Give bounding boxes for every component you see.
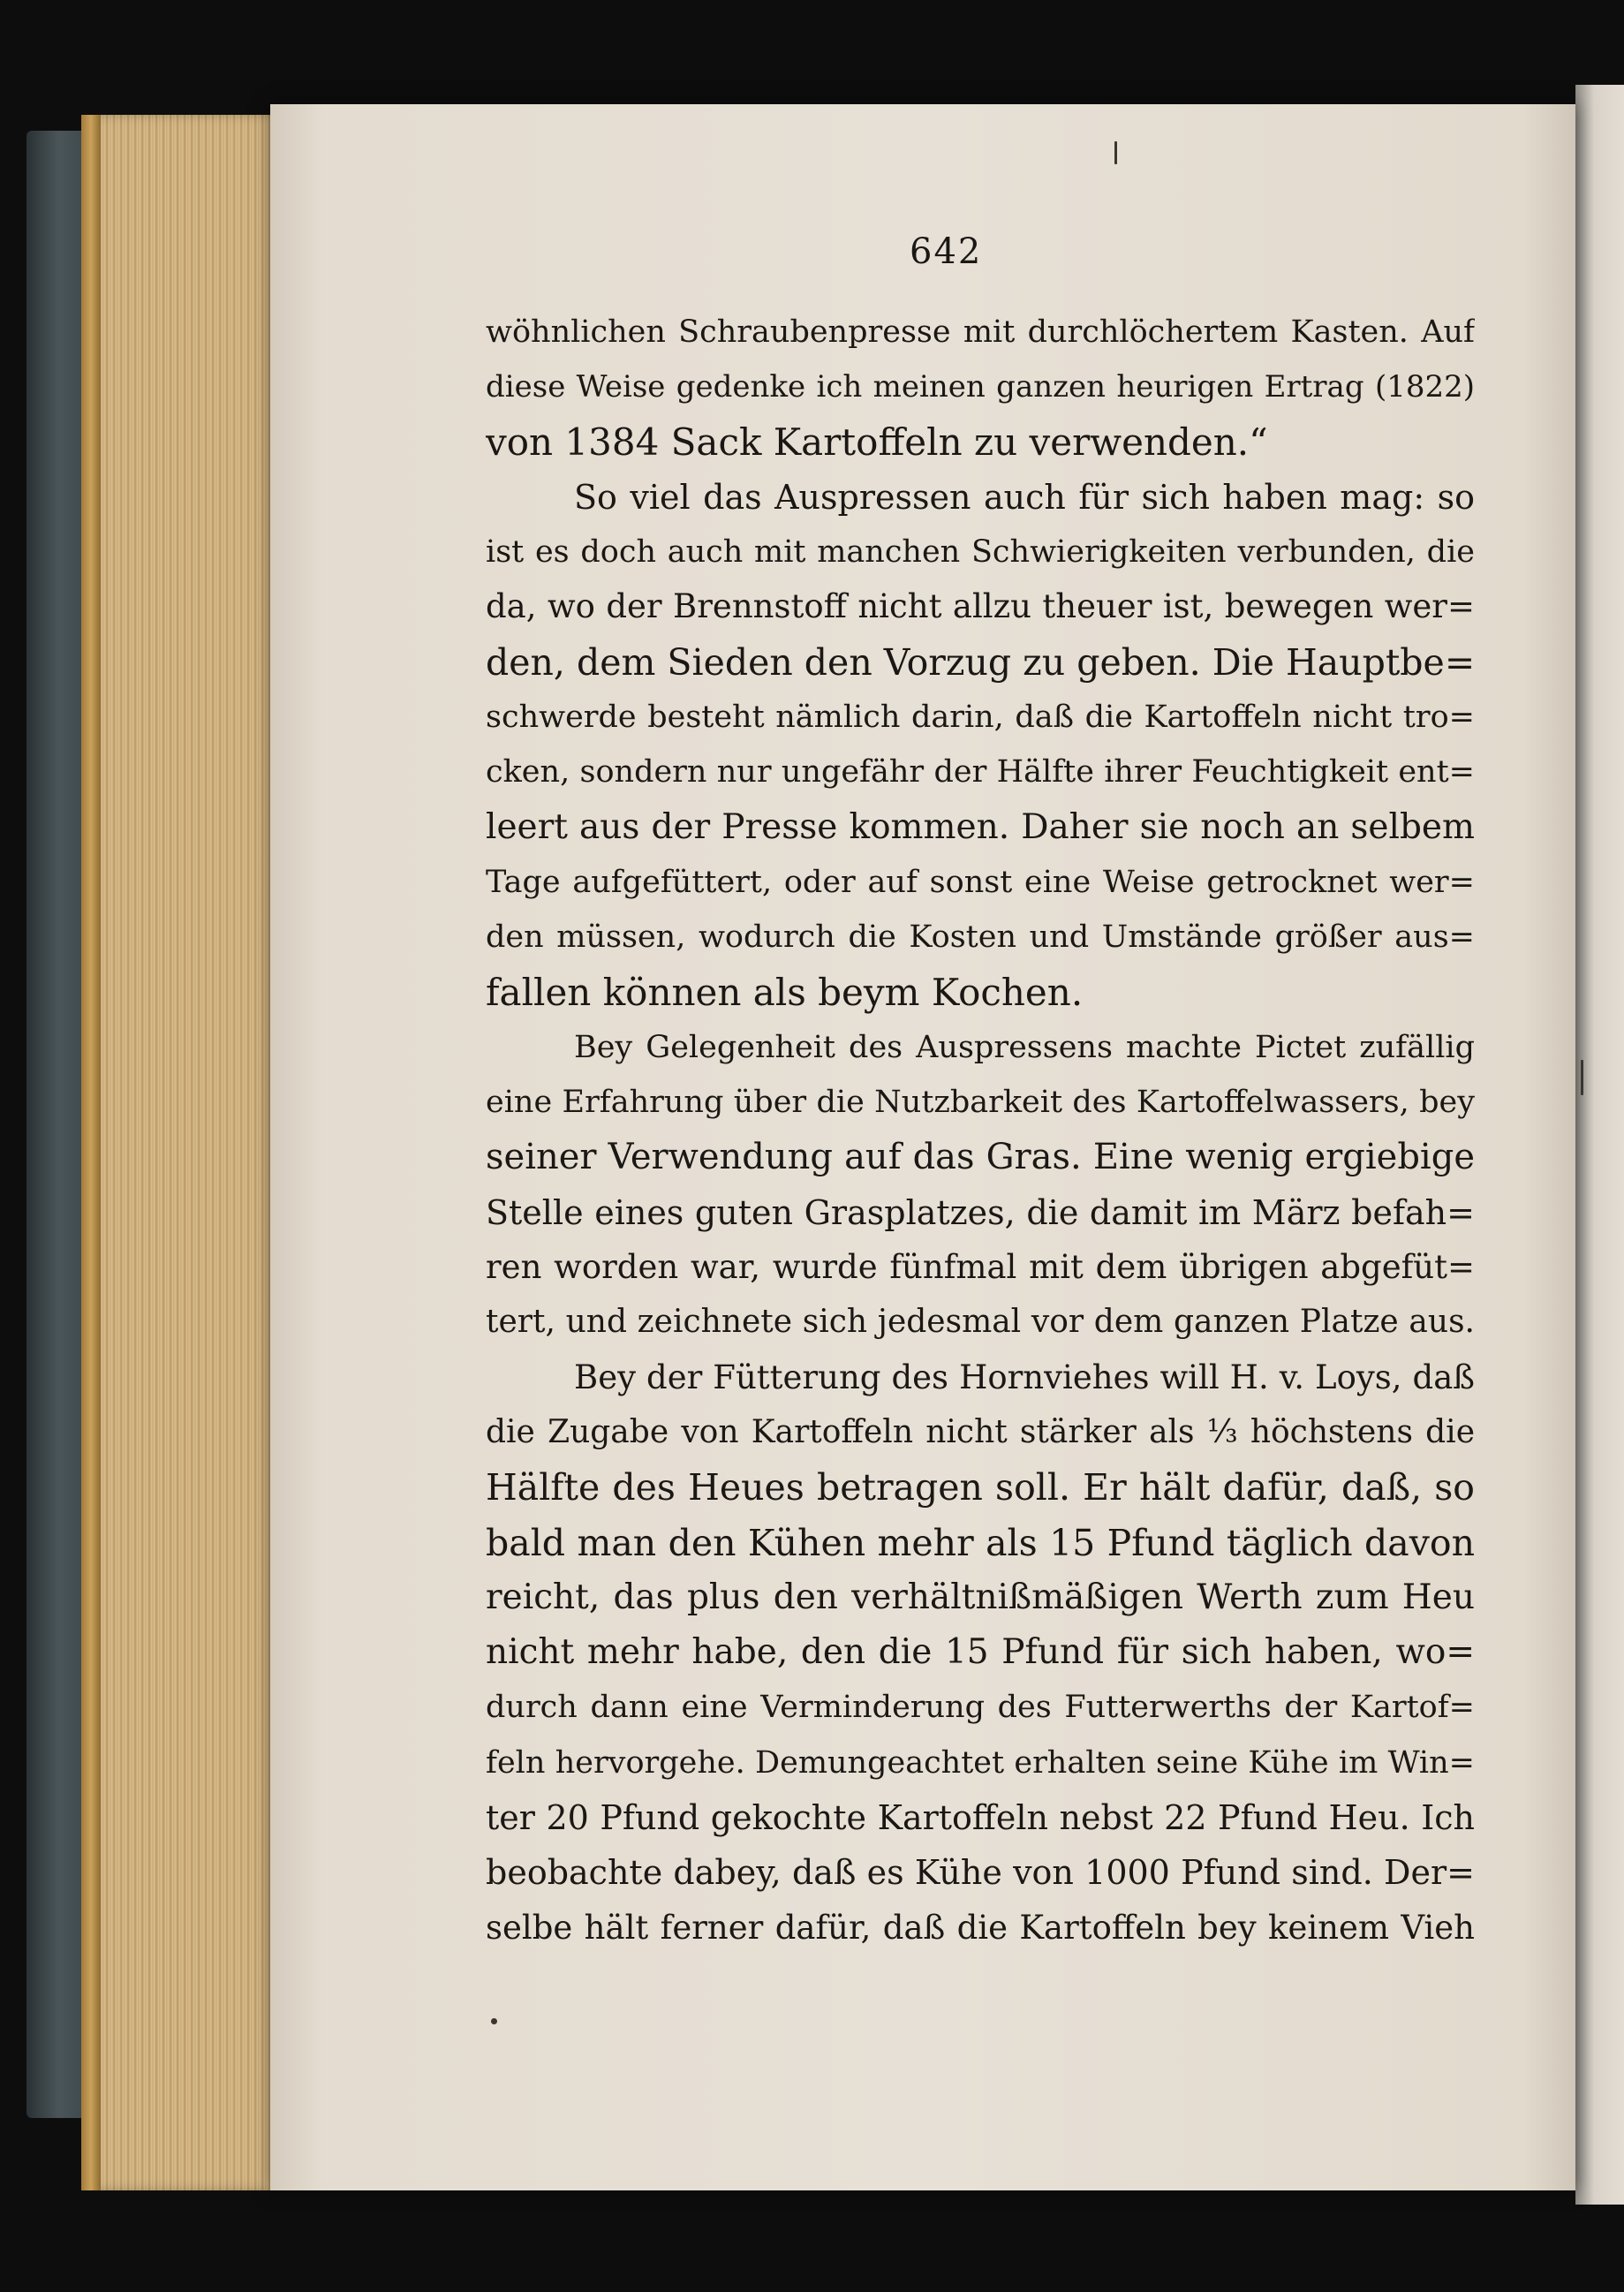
text-line: da, wo der Brennstoff nicht allzu theuer ist, bewegen wer= xyxy=(486,587,1475,626)
text-line: cken, sondern nur ungefähr der Hälfte ihrer Feuchtigkeit ent= xyxy=(486,754,1475,790)
text-line: seiner Verwendung auf das Gras. Eine wenig ergiebige xyxy=(486,1137,1475,1178)
text-line: diese Weise gedenke ich meinen ganzen heurigen Ertrag (1822) xyxy=(486,369,1475,405)
paper-mark xyxy=(1114,141,1117,164)
page-number: 642 xyxy=(910,231,983,272)
text-line: reicht, das plus den verhältnißmäßigen Werth zum Heu xyxy=(486,1577,1475,1617)
text-line: Tage aufgefüttert, oder auf sonst eine Weise getrocknet wer= xyxy=(486,864,1475,900)
text-line: eine Erfahrung über die Nutzbarkeit des Kartoffelwassers, bey xyxy=(486,1085,1475,1121)
text-line: durch dann eine Verminderung des Futterwerths der Kartof= xyxy=(486,1690,1475,1726)
text-line: den müssen, wodurch die Kosten und Umstände größer aus= xyxy=(486,919,1475,956)
text-line: den, dem Sieden den Vorzug zu geben. Die Hauptbe= xyxy=(486,640,1475,684)
text-line: nicht mehr habe, den die 15 Pfund für sich haben, wo= xyxy=(486,1632,1475,1673)
body-text xyxy=(486,305,1475,1955)
page-stack-edges xyxy=(81,115,284,2190)
text-line: Bey Gelegenheit des Auspressens machte Pictet zufällig xyxy=(574,1029,1475,1065)
text-line: Bey der Fütterung des Hornviehes will H. v. Loys, daß xyxy=(574,1358,1475,1396)
text-line: fallen können als beym Kochen. xyxy=(486,970,1084,1014)
text-line: ter 20 Pfund gekochte Kartoffeln nebst 22 Pfund Heu. Ich xyxy=(486,1798,1475,1838)
gilt-edge xyxy=(81,115,101,2190)
paper-speck xyxy=(491,2018,497,2024)
facing-page-edge xyxy=(1575,85,1624,2205)
text-line: selbe hält ferner dafür, daß die Kartoffeln bey keinem Vieh xyxy=(486,1908,1475,1947)
text-line: wöhnlichen Schraubenpresse mit durchlöchertem Kasten. Auf xyxy=(486,314,1475,350)
text-line: leert aus der Presse kommen. Daher sie noch an selbem xyxy=(486,806,1475,847)
text-line: So viel das Auspressen auch für sich haben mag: so xyxy=(574,477,1475,517)
text-line: bald man den Kühen mehr als 15 Pfund täglich davon xyxy=(486,1521,1475,1564)
text-line: ist es doch auch mit manchen Schwierigkeiten verbunden, die xyxy=(486,534,1475,571)
paper-mark xyxy=(1581,1060,1583,1095)
text-line: schwerde besteht nämlich darin, daß die Kartoffeln nicht tro= xyxy=(486,700,1475,736)
text-line: von 1384 Sack Kartoffeln zu verwenden.“ xyxy=(486,420,1268,464)
text-line: beobachte dabey, daß es Kühe von 1000 Pfund sind. Der= xyxy=(486,1853,1475,1893)
text-line: feln hervorgehe. Demungeachtet erhalten seine Kühe im Win= xyxy=(486,1744,1475,1781)
text-line: Hälfte des Heues betragen soll. Er hält dafür, daß, so xyxy=(486,1466,1475,1509)
text-line: die Zugabe von Kartoffeln nicht stärker als ⅓ höchstens die xyxy=(486,1413,1475,1450)
text-line: ren worden war, wurde fünfmal mit dem übrigen abgefüt= xyxy=(486,1248,1475,1287)
text-line: tert, und zeichnete sich jedesmal vor dem ganzen Platze aus. xyxy=(486,1304,1475,1341)
text-line: Stelle eines guten Grasplatzes, die damit im März befah= xyxy=(486,1192,1475,1232)
